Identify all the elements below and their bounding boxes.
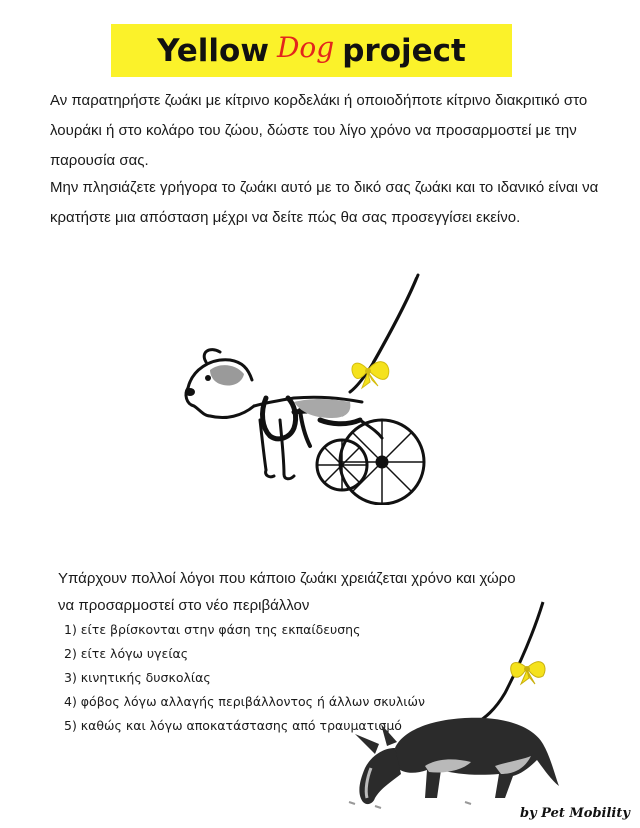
reasons-intro-line1: Υπάρχουν πολλοί λόγοι που κάποιο ζωάκι χρειάζεται χρόνο και χώρο [58,570,516,587]
list-item: 1) είτε βρίσκονται στην φάση της εκπαίδευσης [64,622,361,637]
paragraph-yellow-ribbon: Αν παρατηρήστε ζωάκι με κίτρινο κορδελάκι ή οποιοδήποτε κίτρινο διακριτικό στο λουράκι ή στο κολάρο του ζώου, δώστε του λίγο χρόνο να προσαρμοστεί με την παρουσία σας. [50,92,588,169]
dog-wheelchair-icon [170,270,440,505]
list-item: 3) κινητικής δυσκολίας [64,670,211,685]
dog-sniffing-icon [345,598,560,810]
title-dog: Dog [276,31,335,64]
reasons-intro-line2: να προσαρμοστεί στο νέο περιβάλλον [58,597,310,614]
title-banner [111,24,512,77]
list-item: 2) είτε λόγω υγείας [64,646,189,661]
title-project: project [342,32,466,69]
title-yellow: Yellow [157,32,269,69]
credit-pet-mobility: by Pet Mobility [520,806,630,821]
paragraph-keep-distance: Μην πλησιάζετε γρήγορα το ζωάκι αυτό με το δικό σας ζωάκι και το ιδανικό είναι να κρατήστε μια απόσταση μέχρι να δείτε πώς θα σας προσεγγίσει εκείνο. [50,179,599,226]
list-item: 5) καθώς και λόγω αποκατάστασης από τραυματισμό [64,718,402,733]
list-item: 4) φόβος λόγω αλλαγής περιβάλλοντος ή άλλων σκυλιών [64,694,425,709]
